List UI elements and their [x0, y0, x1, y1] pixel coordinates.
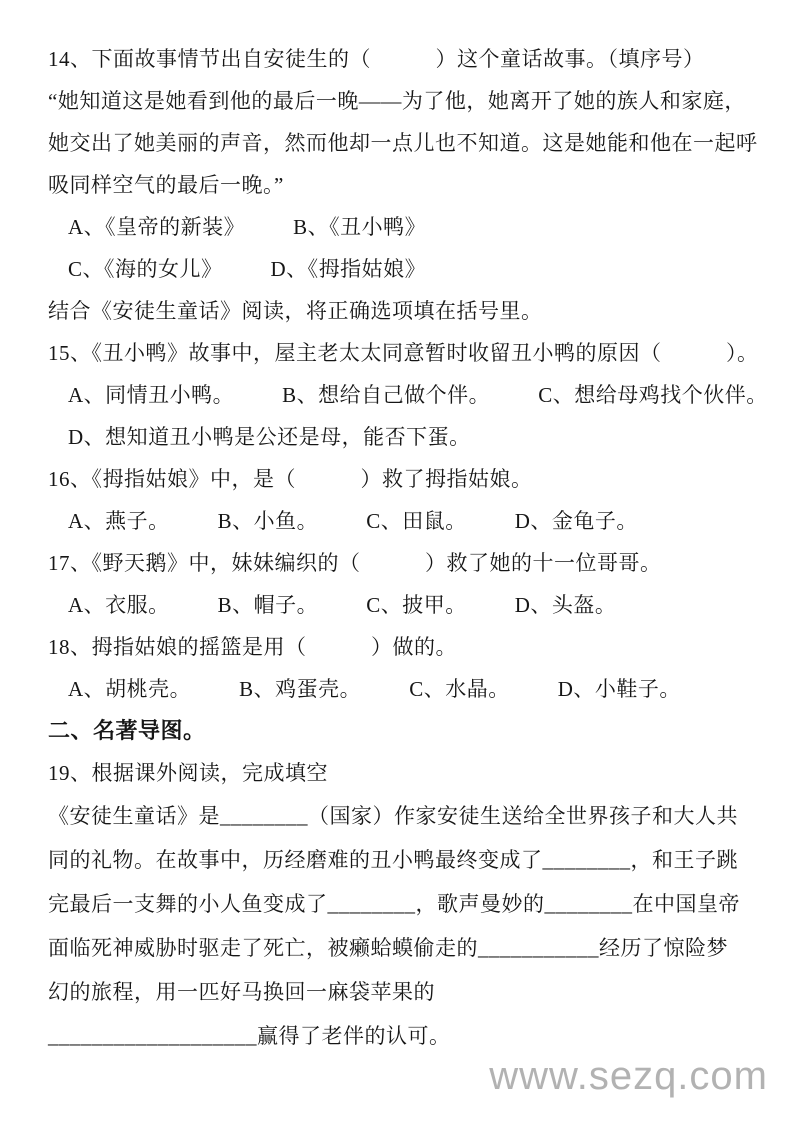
question-18-option-a: A、胡桃壳。: [68, 677, 192, 701]
question-19-paragraph-line-1: 《安徒生童话》是________（国家）作家安徒生送给全世界孩子和大人共: [48, 804, 738, 828]
question-15-option-c: C、想给母鸡找个伙伴。: [538, 383, 768, 407]
question-14-options-row-1: [48, 206, 756, 248]
question-14-option-c: C、《海的女儿》: [68, 257, 223, 281]
question-18-options-row: [48, 668, 756, 710]
question-14-quote-line-1: “她知道这是她看到他的最后一晚——为了他，她离开了她的族人和家庭，: [48, 89, 746, 113]
question-18-option-d: D、小鞋子。: [557, 677, 681, 701]
question-19-paragraph-line-3: 完最后一支舞的小人鱼变成了________，歌声曼妙的________在中国皇帝: [48, 892, 740, 916]
question-14-options-row-2: [48, 248, 756, 290]
question-16-stem: 16、《拇指姑娘》中，是（ ）救了拇指姑娘。: [48, 467, 533, 491]
question-17-stem: 17、《野天鹅》中，妹妹编织的（ ）救了她的十一位哥哥。: [48, 551, 662, 575]
question-16-option-a: A、燕子。: [68, 509, 170, 533]
question-18-option-b: B、鸡蛋壳。: [239, 677, 362, 701]
question-17-option-a: A、衣服。: [68, 593, 170, 617]
question-19-paragraph-line-2: 同的礼物。在故事中，历经磨难的丑小鸭最终变成了________，和王子跳: [48, 848, 738, 872]
instruction-line: 结合《安徒生童话》阅读，将正确选项填在括号里。: [48, 299, 543, 323]
question-18-stem: 18、拇指姑娘的摇篮是用（ ）做的。: [48, 635, 457, 659]
question-15-option-b: B、想给自己做个伴。: [282, 383, 491, 407]
question-17-option-d: D、头盔。: [514, 593, 617, 617]
question-17-option-b: B、帽子。: [217, 593, 319, 617]
question-14-stem: 14、下面故事情节出自安徒生的（ ）这个童话故事。（填序号）: [48, 47, 705, 71]
question-15-options-row-2: [48, 416, 756, 458]
question-14-quote-line-3: 吸同样空气的最后一晚。”: [48, 173, 284, 197]
question-16-option-c: C、田鼠。: [366, 509, 467, 533]
question-16-option-d: D、金龟子。: [514, 509, 638, 533]
question-14-quote-line-2: 她交出了她美丽的声音，然而他却一点儿也不知道。这是她能和他在一起呼: [48, 131, 758, 155]
question-18-option-c: C、水晶。: [409, 677, 510, 701]
question-15-stem: 15、《丑小鸭》故事中，屋主老太太同意暂时收留丑小鸭的原因（ ）。: [48, 341, 759, 365]
question-19-paragraph-line-5: 幻的旅程，用一匹好马换回一麻袋苹果的: [48, 980, 435, 1004]
question-16-option-b: B、小鱼。: [217, 509, 319, 533]
question-15-option-a: A、同情丑小鸭。: [68, 383, 235, 407]
watermark: www.sezq.com: [489, 1054, 768, 1098]
question-19-paragraph-line-4: 面临死神威胁时驱走了死亡，被癞蛤蟆偷走的___________经历了惊险梦: [48, 936, 728, 960]
question-19-stem: 19、根据课外阅读，完成填空: [48, 761, 328, 785]
question-15-options-row-1: [48, 374, 768, 416]
question-14-option-b: B、《丑小鸭》: [293, 215, 427, 239]
question-14-option-d: D、《拇指姑娘》: [270, 257, 427, 281]
question-15-option-d: D、想知道丑小鸭是公还是母，能否下蛋。: [68, 425, 471, 449]
question-17-option-c: C、披甲。: [366, 593, 467, 617]
question-17-options-row: [48, 584, 756, 626]
question-19-paragraph-line-6: ___________________赢得了老伴的认可。: [48, 1024, 451, 1048]
question-16-options-row: [48, 500, 756, 542]
section-2-title: 二、名著导图。: [48, 718, 206, 743]
question-14-option-a: A、《皇帝的新装》: [68, 215, 246, 239]
